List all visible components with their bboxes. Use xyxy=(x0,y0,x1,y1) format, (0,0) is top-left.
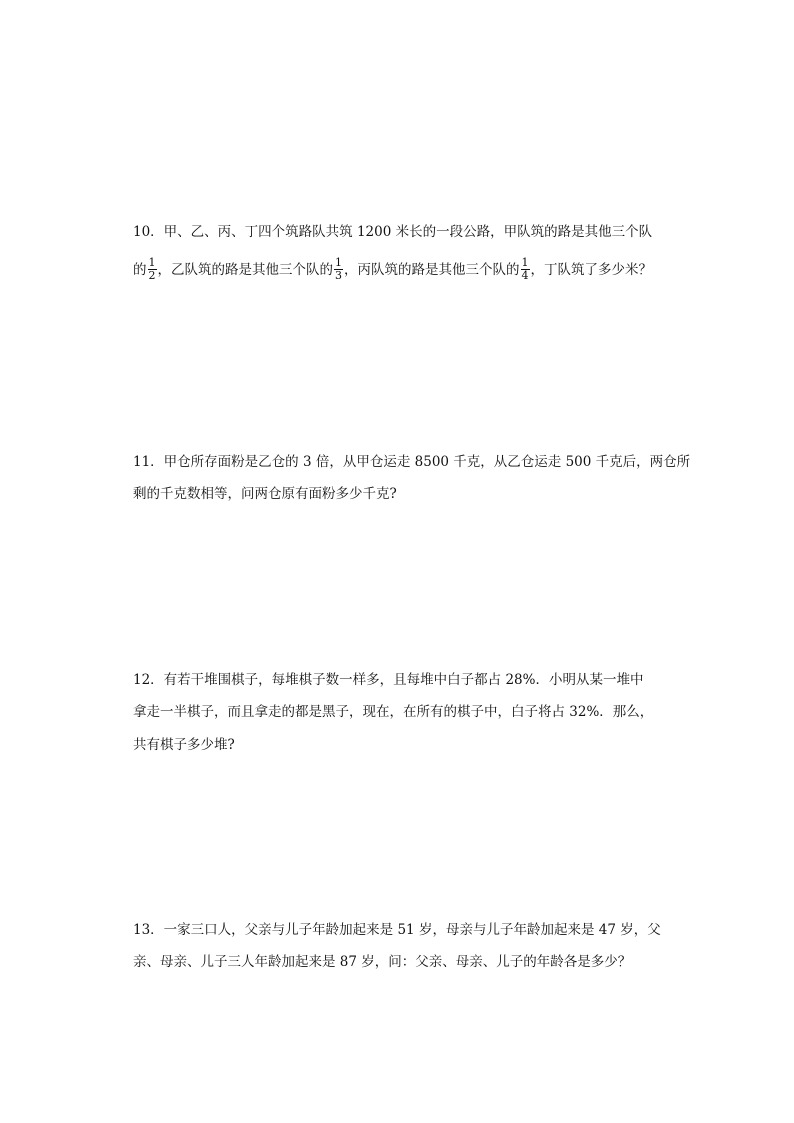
question-11-line-1: 11．甲仓所存面粉是乙仓的 3 倍，从甲仓运走 8500 千克，从乙仓运走 500 千克后，两仓所 xyxy=(133,454,691,470)
question-13-line-1: 13．一家三口人，父亲与儿子年龄加起来是 51 岁，母亲与儿子年龄加起来是 47 岁，父 xyxy=(133,922,661,938)
fraction-one-quarter xyxy=(521,257,530,282)
fraction-denominator: 4 xyxy=(521,269,529,282)
question-12-line-3: 共有棋子多少堆? xyxy=(133,737,235,753)
question-10-line-1: 10．甲、乙、丙、丁四个筑路队共筑 1200 米长的一段公路，甲队筑的路是其他三个队 xyxy=(133,224,653,240)
fraction-denominator: 2 xyxy=(148,269,156,282)
question-10-text: ，丙队筑的路是其他三个队的 xyxy=(344,262,520,278)
question-13-line-2: 亲、母亲、儿子三人年龄加起来是 87 岁，问：父亲、母亲、儿子的年龄各是多少？ xyxy=(133,954,632,970)
question-12-line-2: 拿走一半棋子，而且拿走的都是黑子，现在，在所有的棋子中，白子将占 32%．那么， xyxy=(133,704,654,720)
fraction-numerator: 1 xyxy=(148,256,156,269)
question-10-text: ，乙队筑的路是其他三个队的 xyxy=(157,262,333,278)
fraction-one-third xyxy=(334,257,343,282)
fraction-one-half xyxy=(148,257,157,282)
question-10-text: 的 xyxy=(133,262,147,278)
fraction-numerator: 1 xyxy=(521,256,529,269)
fraction-numerator: 1 xyxy=(335,256,342,269)
question-11-line-2: 剩的千克数相等，问两仓原有面粉多少千克? xyxy=(133,486,397,502)
question-10-text: ，丁队筑了多少米？ xyxy=(530,262,652,278)
question-12-line-1: 12．有若干堆围棋子，每堆棋子数一样多，且每堆中白子都占 28%．小明从某一堆中 xyxy=(133,672,644,688)
fraction-denominator: 3 xyxy=(335,269,342,282)
question-10-line-2 xyxy=(133,258,652,283)
